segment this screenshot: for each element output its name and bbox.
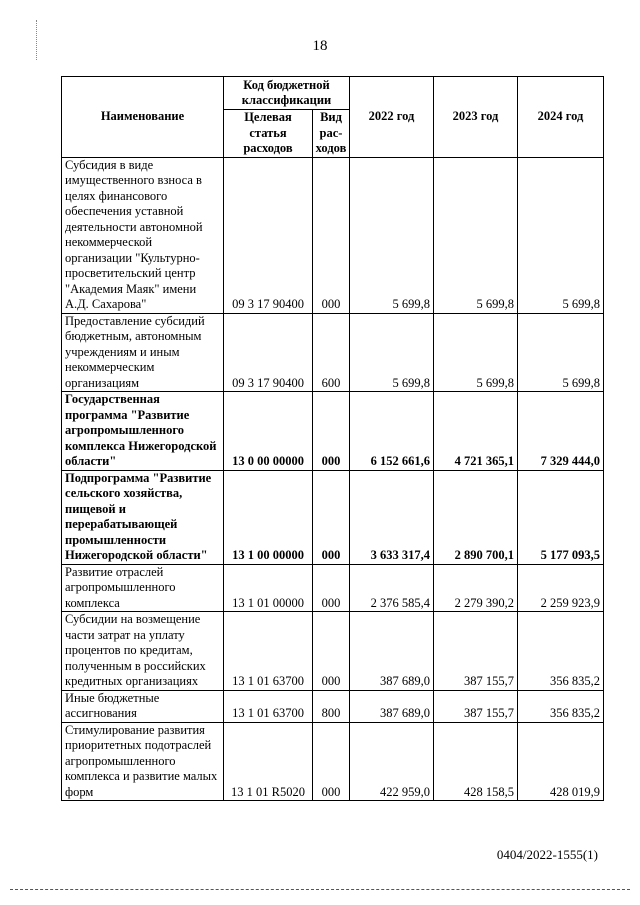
table-row (62, 690, 604, 722)
row-value-2022: 2 376 585,4 (350, 564, 434, 612)
row-value-2024: 5 177 093,5 (518, 470, 604, 564)
row-value-2023: 2 279 390,2 (434, 564, 518, 612)
row-value-2022: 6 152 661,6 (350, 392, 434, 471)
table-body (62, 157, 604, 801)
row-value-2022: 387 689,0 (350, 612, 434, 691)
table-row (62, 564, 604, 612)
header-year-2024: 2024 год (518, 77, 604, 158)
row-expense-type: 000 (313, 722, 350, 801)
row-name: Государственная программа "Развитие агропромышленного комплекса Нижегородской области" (62, 392, 224, 471)
table-row (62, 612, 604, 691)
table-row (62, 392, 604, 471)
row-target-article: 09 3 17 90400 (224, 313, 313, 392)
header-target-article: Целевая статья расходов (224, 110, 313, 158)
row-name: Субсидии на возмещение части затрат на уплату процентов по кредитам, полученным в российских кредитных организациях (62, 612, 224, 691)
header-expense-type: Вид рас-ходов (313, 110, 350, 158)
row-value-2022: 5 699,8 (350, 313, 434, 392)
row-expense-type: 000 (313, 564, 350, 612)
row-value-2024: 5 699,8 (518, 157, 604, 313)
row-value-2024: 428 019,9 (518, 722, 604, 801)
row-value-2022: 387 689,0 (350, 690, 434, 722)
header-year-2023: 2023 год (434, 77, 518, 158)
row-target-article: 13 1 01 63700 (224, 690, 313, 722)
row-value-2023: 387 155,7 (434, 690, 518, 722)
row-value-2024: 5 699,8 (518, 313, 604, 392)
row-value-2022: 3 633 317,4 (350, 470, 434, 564)
table-header (62, 77, 604, 158)
row-value-2023: 5 699,8 (434, 157, 518, 313)
header-name: Наименование (62, 77, 224, 158)
row-value-2023: 5 699,8 (434, 313, 518, 392)
bottom-rule (10, 889, 630, 890)
row-expense-type: 000 (313, 612, 350, 691)
row-target-article: 13 1 00 00000 (224, 470, 313, 564)
row-value-2024: 2 259 923,9 (518, 564, 604, 612)
row-value-2023: 428 158,5 (434, 722, 518, 801)
row-value-2022: 5 699,8 (350, 157, 434, 313)
page-number: 18 (312, 38, 328, 54)
table-row (62, 722, 604, 801)
row-name: Развитие отраслей агропромышленного комплекса (62, 564, 224, 612)
header-year-2022: 2022 год (350, 77, 434, 158)
row-expense-type: 000 (313, 157, 350, 313)
header-code-group: Код бюджетной классификации (224, 77, 350, 110)
document-number: 0404/2022-1555(1) (496, 847, 598, 862)
row-expense-type: 000 (313, 470, 350, 564)
row-value-2023: 2 890 700,1 (434, 470, 518, 564)
row-name: Субсидия в виде имущественного взноса в целях финансового обеспечения уставной деятельности автономной некоммерческой организации "Культурно-просветительский центр "Академия Маяк" имени А.Д. Сахарова" (62, 157, 224, 313)
row-target-article: 13 1 01 00000 (224, 564, 313, 612)
row-value-2022: 422 959,0 (350, 722, 434, 801)
row-expense-type: 000 (313, 392, 350, 471)
row-value-2023: 387 155,7 (434, 612, 518, 691)
row-name: Стимулирование развития приоритетных подотраслей агропромышленного комплекса и развитие малых форм (62, 722, 224, 801)
row-target-article: 13 0 00 00000 (224, 392, 313, 471)
row-value-2023: 4 721 365,1 (434, 392, 518, 471)
row-name: Иные бюджетные ассигнования (62, 690, 224, 722)
row-name: Подпрограмма "Развитие сельского хозяйства, пищевой и перерабатывающей промышленности Нижегородской области" (62, 470, 224, 564)
row-name: Предоставление субсидий бюджетным, автономным учреждениям и иным некоммерческим организациям (62, 313, 224, 392)
budget-table (61, 76, 604, 801)
row-value-2024: 356 835,2 (518, 612, 604, 691)
row-expense-type: 600 (313, 313, 350, 392)
row-expense-type: 800 (313, 690, 350, 722)
table-row (62, 157, 604, 313)
row-value-2024: 7 329 444,0 (518, 392, 604, 471)
row-target-article: 09 3 17 90400 (224, 157, 313, 313)
row-target-article: 13 1 01 R5020 (224, 722, 313, 801)
row-target-article: 13 1 01 63700 (224, 612, 313, 691)
row-value-2024: 356 835,2 (518, 690, 604, 722)
table-row (62, 470, 604, 564)
table-row (62, 313, 604, 392)
